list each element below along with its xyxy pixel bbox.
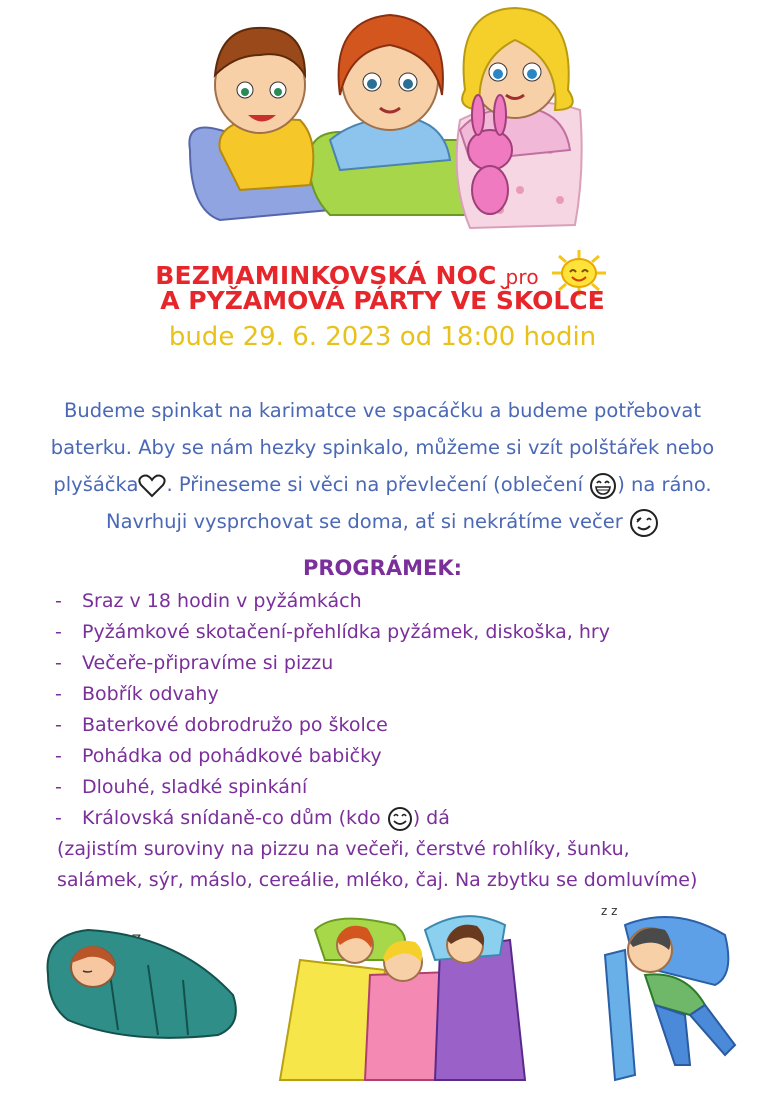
grin-emoji-icon — [589, 472, 617, 500]
list-item: - Královská snídaně-co dům (kdo ) dá — [55, 803, 755, 834]
intro-line: Navrhuji vysprchovat se doma, ať si nekrátíme večer — [30, 503, 735, 540]
smile-emoji-icon — [387, 806, 413, 832]
list-item: - Sraz v 18 hodin v pyžámkách — [55, 590, 362, 612]
intro-line: plyšáčka . Přineseme si věci na převlečení (oblečení ) na ráno. — [30, 466, 735, 503]
list-item: - Baterkové dobrodružo po školce — [55, 714, 388, 736]
list-item: - Bobřík odvahy — [55, 683, 219, 705]
program-heading: PROGRÁMEK: — [303, 556, 462, 580]
event-date: bude 29. 6. 2023 od 18:00 hodin — [168, 322, 597, 352]
list-item: - Pohádka od pohádkové babičky — [55, 745, 382, 767]
sleeping-boy-illustration — [595, 895, 745, 1085]
list-item: - Pyžámkové skotačení-přehlídka pyžámek, diskoška, hry — [55, 621, 610, 643]
title-pro: pro — [505, 265, 539, 289]
list-item: - Dlouhé, sladké spinkání — [55, 776, 308, 798]
intro-line: Budeme spinkat na karimatce ve spacáčku a budeme potřebovat — [63, 399, 701, 422]
intro-line: baterku. Aby se nám hezky spinkalo, můžeme si vzít polštářek nebo — [50, 436, 715, 459]
svg-text:z z: z z — [601, 904, 618, 918]
list-item: - Večeře-připravíme si pizzu — [55, 652, 334, 674]
program-list — [55, 586, 755, 834]
intro-paragraph — [30, 392, 735, 540]
sleeping-kids-illustration — [275, 900, 530, 1085]
supplies-note: (zajistím suroviny na pizzu na večeři, čerstvé rohlíky, šunku, salámek, sýr, máslo, cereálie, mléko, čaj. Na zbytku se domluvíme) — [57, 838, 698, 891]
kids-pillows-illustration — [180, 0, 590, 235]
sleeping-bag-child-illustration — [38, 905, 248, 1045]
title-line-2: A PYŽAMOVÁ PÁRTY VE ŠKOLCE — [160, 286, 605, 315]
wink-emoji-icon — [629, 508, 659, 538]
title-main: BEZMAMINKOVSKÁ NOC — [155, 261, 497, 290]
heart-icon — [138, 474, 166, 498]
